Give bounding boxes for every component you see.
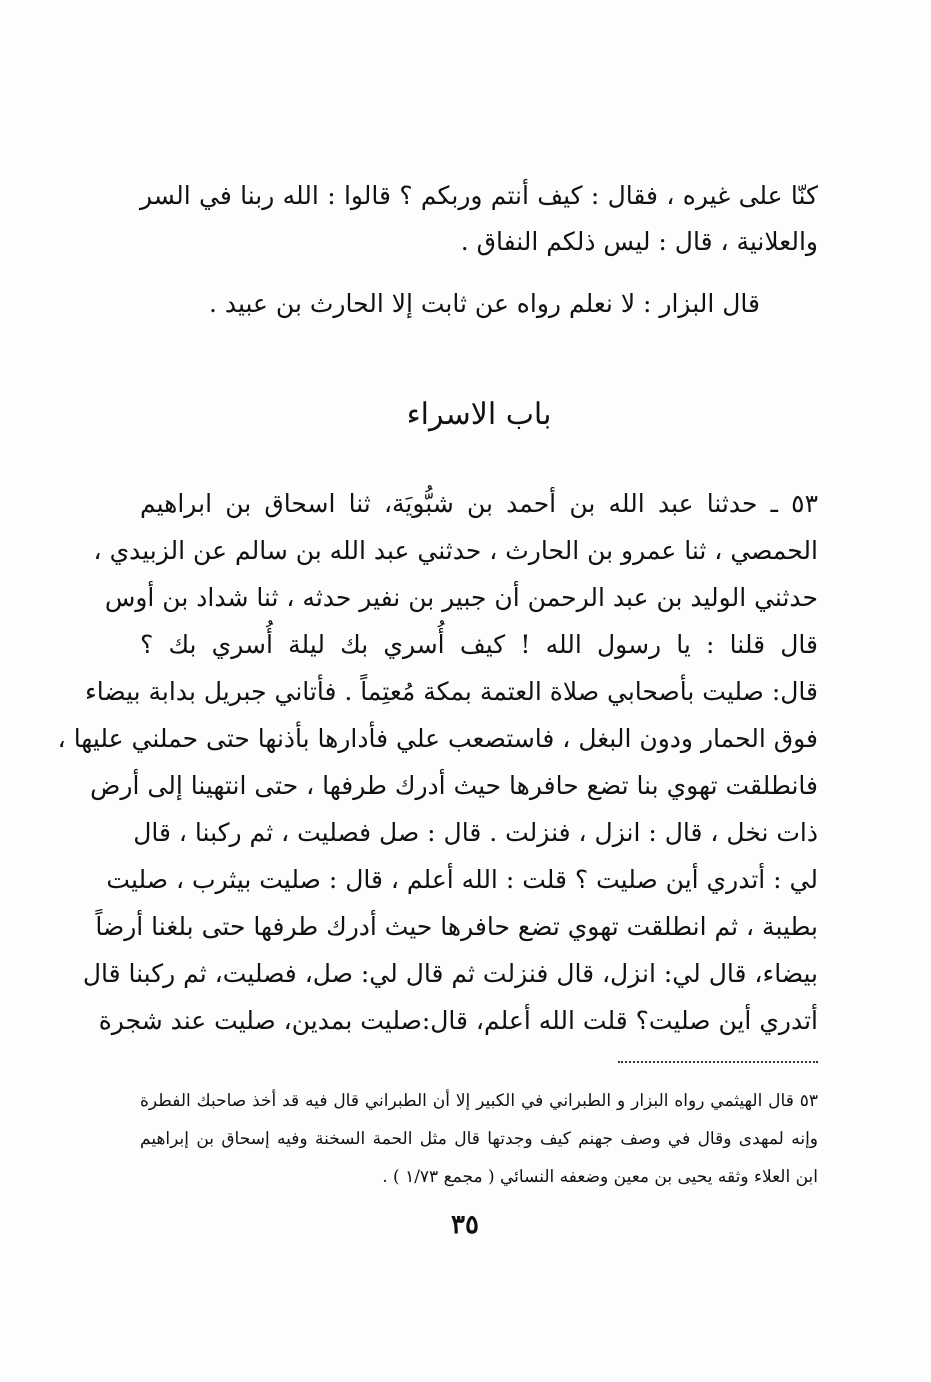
hadith-line-11: بيضاء، قال لي: انزل، قال فنزلت ثم قال لي: صل، فصليت، ثم ركبنا قال <box>82 959 818 988</box>
hadith-line-8: ذات نخل ، قال : انزل ، فنزلت . قال : صل فصليت ، ثم ركبنا ، قال <box>133 818 818 847</box>
hadith-line-1: ٥٣ ـ حدثنا عبد الله بن أحمد بن شبُّويَة، ثنا اسحاق بن ابراهيم <box>140 489 818 518</box>
hadith-line-3: حدثني الوليد بن عبد الرحمن أن جبير بن نفير حدثه ، ثنا شداد بن أوس <box>104 583 818 612</box>
hadith-line-5: قال: صليت بأصحابي صلاة العتمة بمكة مُعتِماً . فأتاني جبريل بدابة بيضاء <box>85 677 818 706</box>
hadith-line-12: أتدري أين صليت؟ قلت الله أعلم، قال:صليت بمدين، صليت عند شجرة <box>98 1006 818 1035</box>
intro-line-2: والعلانية ، قال : ليس ذلكم النفاق . <box>460 227 818 256</box>
footnote-line-3: ابن العلاء وثقه يحيى بن معين وضعفه النسائي ( مجمع ١/٧٣ ) . <box>382 1167 818 1187</box>
footnote-separator <box>618 1061 818 1063</box>
page-number: ٣٥ <box>451 1210 479 1240</box>
bazzar-note: قال البزار : لا نعلم رواه عن ثابت إلا الحارث بن عبيد . <box>208 289 760 318</box>
hadith-line-9: لي : أتدري أين صليت ؟ قلت : الله أعلم ، قال : صليت بيثرب ، صليت <box>106 865 818 894</box>
hadith-line-6: فوق الحمار ودون البغل ، فاستصعب علي فأدارها بأذنها حتى حملني عليها ، <box>57 724 818 753</box>
hadith-line-7: فانطلقت تهوي بنا تضع حافرها حيث أدرك طرفها ، حتى انتهينا إلى أرض <box>90 771 818 800</box>
hadith-line-2: الحمصي ، ثنا عمرو بن الحارث ، حدثني عبد الله بن سالم عن الزبيدي ، <box>93 536 818 565</box>
hadith-line-10: بطيبة ، ثم انطلقت تهوي تضع حافرها حيث أدرك طرفها حتى بلغنا أرضاً <box>95 912 818 941</box>
intro-line-1: كنّا على غيره ، فقال : كيف أنتم وربكم ؟ قالوا : الله ربنا في السر <box>140 181 818 210</box>
footnote-line-1: ٥٣ قال الهيثمي رواه البزار و الطبراني في الكبير إلا أن الطبراني قال فيه قد أخذ صاحبك الفطرة <box>140 1091 818 1111</box>
chapter-title: باب الاسراء <box>406 397 552 432</box>
hadith-line-4: قال قلنا : يا رسول الله ! كيف أُسري بك ليلة أُسري بك ؟ <box>140 630 818 659</box>
footnote-line-2: وإنه لمهدى وقال في وصف جهنم كيف وجدتها قال مثل الحمة السخنة وفيه إسحاق بن إبراهيم <box>140 1129 818 1149</box>
